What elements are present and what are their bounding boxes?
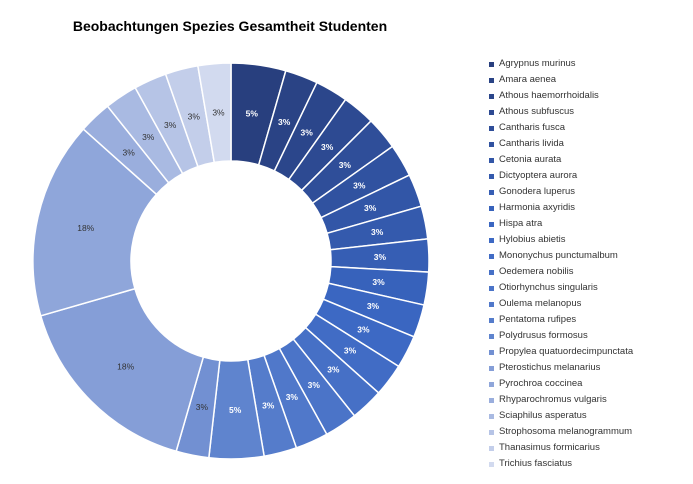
slice-data-label: 3% — [163, 119, 177, 130]
legend-label: Cantharis fusca — [499, 122, 566, 133]
legend-item — [489, 248, 633, 264]
legend-label: Strophosoma melanogrammum — [499, 426, 633, 437]
legend-item — [489, 376, 633, 392]
legend-label: Dictyoptera aurora — [499, 170, 578, 181]
legend-label: Thanasimus formicarius — [499, 442, 600, 453]
slice-data-label: 3% — [300, 127, 313, 138]
slice-data-label: 3% — [320, 142, 334, 153]
legend-label: Amara aenea — [499, 74, 557, 85]
legend-swatch — [489, 302, 494, 307]
legend-item — [489, 392, 633, 408]
legend-label: Gonodera luperus — [499, 186, 576, 197]
slice-data-label: 3% — [372, 276, 385, 287]
legend-item — [489, 440, 633, 456]
legend-item — [489, 232, 633, 248]
slice-data-label: 3% — [307, 379, 320, 390]
legend-item — [489, 120, 633, 136]
slice-data-label: 3% — [277, 116, 291, 127]
legend-item — [489, 200, 633, 216]
legend-swatch — [489, 414, 494, 419]
legend-swatch — [489, 174, 494, 179]
legend-swatch — [489, 350, 494, 355]
legend-label: Pentatoma rufipes — [499, 314, 577, 325]
legend-swatch — [489, 398, 494, 403]
legend-label: Oulema melanopus — [499, 298, 582, 309]
legend-label: Propylea quatuordecimpunctata — [499, 346, 634, 357]
slice-data-label: 18% — [117, 361, 135, 372]
legend-swatch — [489, 94, 494, 99]
legend-label: Rhyparochromus vulgaris — [499, 394, 607, 405]
legend-swatch — [489, 142, 494, 147]
legend-item — [489, 360, 633, 376]
legend-swatch — [489, 286, 494, 291]
slice-data-label: 3% — [373, 251, 387, 262]
legend-item — [489, 88, 633, 104]
chart-title: Beobachtungen Spezies Gesamtheit Studenten — [72, 18, 388, 34]
legend-label: Cetonia aurata — [499, 154, 562, 165]
slice-data-label: 3% — [370, 226, 384, 237]
legend-label: Harmonia axyridis — [499, 202, 576, 213]
legend-swatch — [489, 318, 494, 323]
legend-item — [489, 408, 633, 424]
legend-label: Otiorhynchus singularis — [499, 282, 598, 293]
legend-swatch — [489, 462, 494, 467]
slice-data-label: 3% — [187, 111, 200, 122]
legend-item — [489, 152, 633, 168]
slice-data-label: 3% — [353, 180, 366, 191]
legend-item — [489, 168, 633, 184]
slice-data-label: 3% — [262, 400, 275, 411]
legend-item — [489, 184, 633, 200]
slice-data-label: 5% — [229, 404, 242, 415]
legend-item — [489, 456, 633, 472]
legend-item — [489, 280, 633, 296]
legend-label: Pyrochroa coccinea — [499, 378, 583, 389]
legend-label: Sciaphilus asperatus — [499, 410, 587, 421]
legend-label: Trichius fasciatus — [499, 458, 573, 469]
slice-data-label: 3% — [357, 324, 370, 335]
slice-data-label: 3% — [327, 364, 340, 375]
legend-item — [489, 296, 633, 312]
slice-data-label: 3% — [366, 301, 380, 312]
legend-swatch — [489, 254, 494, 259]
legend — [489, 56, 633, 472]
legend-label: Hispa atra — [499, 218, 543, 229]
slice-data-label: 3% — [338, 159, 351, 170]
legend-swatch — [489, 222, 494, 227]
slice-data-label: 5% — [245, 108, 258, 119]
legend-label: Pterostichus melanarius — [499, 362, 601, 373]
legend-item — [489, 216, 633, 232]
legend-swatch — [489, 126, 494, 131]
legend-swatch — [489, 62, 494, 67]
legend-swatch — [489, 446, 494, 451]
legend-swatch — [489, 190, 494, 195]
legend-label: Athous haemorrhoidalis — [499, 90, 599, 101]
legend-label: Hylobius abietis — [499, 234, 566, 245]
slice-data-label: 3% — [142, 132, 155, 143]
legend-swatch — [489, 382, 494, 387]
legend-swatch — [489, 270, 494, 275]
slice-data-label: 18% — [77, 222, 95, 233]
slice-data-label: 3% — [122, 147, 135, 158]
legend-label: Cantharis livida — [499, 138, 564, 149]
legend-label: Athous subfuscus — [499, 106, 574, 117]
legend-label: Agrypnus murinus — [499, 58, 576, 69]
legend-item — [489, 56, 633, 72]
legend-item — [489, 312, 633, 328]
legend-swatch — [489, 334, 494, 339]
slice-data-label: 3% — [285, 392, 299, 403]
legend-item — [489, 328, 633, 344]
slice-data-label: 3% — [212, 107, 225, 118]
legend-label: Polydrusus formosus — [499, 330, 588, 341]
legend-item — [489, 104, 633, 120]
legend-swatch — [489, 110, 494, 115]
legend-item — [489, 264, 633, 280]
legend-swatch — [489, 430, 494, 435]
legend-item — [489, 424, 633, 440]
slice-data-label: 3% — [364, 202, 377, 213]
legend-swatch — [489, 366, 494, 371]
legend-item — [489, 72, 633, 88]
legend-swatch — [489, 206, 494, 211]
legend-label: Oedemera nobilis — [499, 266, 574, 277]
legend-swatch — [489, 238, 494, 243]
legend-label: Mononychus punctumalbum — [499, 250, 618, 261]
legend-swatch — [489, 78, 494, 83]
legend-swatch — [489, 158, 494, 163]
slice-data-label: 3% — [343, 345, 357, 356]
slice-data-label: 3% — [195, 402, 209, 413]
legend-item — [489, 136, 633, 152]
legend-item — [489, 344, 633, 360]
